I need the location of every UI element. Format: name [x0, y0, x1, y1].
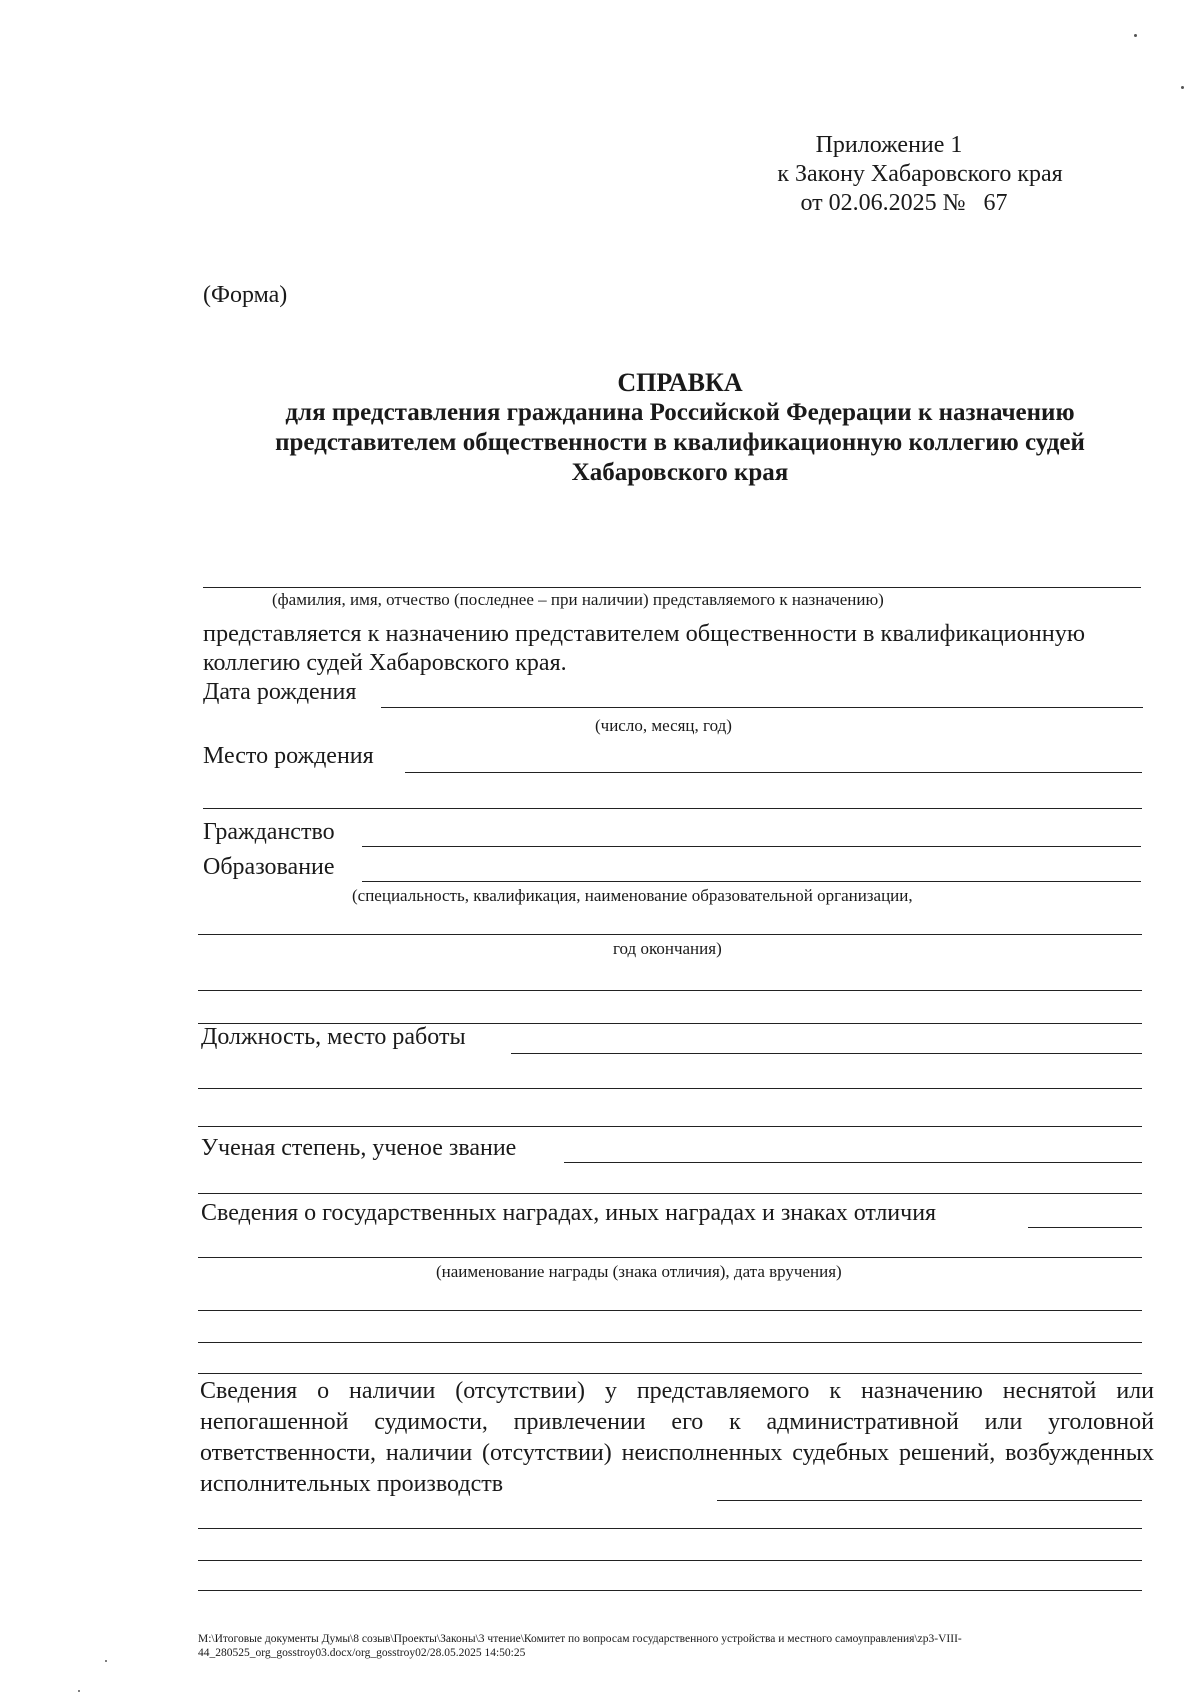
awards-input-line-4[interactable]	[198, 1342, 1142, 1343]
birth-date-input-line[interactable]	[381, 707, 1143, 708]
title-sub-2: представителем общественности в квалификационную коллегию судей	[275, 429, 1085, 456]
education-caption-1: (специальность, квалификация, наименование образовательной организации,	[352, 886, 913, 905]
education-caption-2: год окончания)	[613, 939, 722, 958]
awards-caption: (наименование награды (знака отличия), дата вручения)	[436, 1262, 842, 1281]
criminal-record-input-line-3[interactable]	[198, 1560, 1142, 1561]
position-input-line[interactable]	[511, 1053, 1142, 1054]
appendix-number: Приложение 1	[815, 132, 963, 158]
criminal-record-input-line[interactable]	[717, 1500, 1142, 1501]
appendix-header	[740, 131, 1100, 218]
file-path-footer	[198, 1632, 962, 1660]
awards-input-line-5[interactable]	[198, 1373, 1142, 1374]
degree-label: Ученая степень, ученое звание	[201, 1135, 517, 1161]
birth-date-caption: (число, месяц, год)	[595, 716, 732, 735]
citizenship-label: Гражданство	[203, 819, 335, 845]
scan-speck	[1181, 86, 1184, 89]
position-input-line-3[interactable]	[198, 1126, 1142, 1127]
education-input-line[interactable]	[362, 881, 1141, 882]
title-main: СПРАВКА	[617, 368, 743, 397]
position-input-line-2[interactable]	[198, 1088, 1142, 1089]
birth-place-input-line-2[interactable]	[203, 808, 1142, 809]
citizenship-input-line[interactable]	[362, 846, 1141, 847]
file-path-line-2: 44_280525_org_gosstroy03.docx/org_gosstroy02/28.05.2025 14:50:25	[198, 1647, 526, 1659]
scan-speck	[78, 1690, 80, 1692]
birth-date-label: Дата рождения	[203, 679, 357, 705]
form-label: (Форма)	[203, 282, 288, 308]
document-title	[150, 368, 1200, 488]
appendix-law-date: от 02.06.2025 № 67	[800, 190, 1008, 216]
criminal-record-text: Сведения о наличии (отсутствии) у представляемого к назначению неснятой или непогашенной судимости, привлечении его к административной или уголовной ответственности, наличии (отсутствии) неисполненных судебных решений, возбужденных исполнительных производств	[200, 1378, 1154, 1497]
awards-input-line[interactable]	[1028, 1227, 1142, 1228]
intro-text-line-1: представляется к назначению представителем общественности в квалификационную	[203, 620, 1086, 647]
title-sub-3: Хабаровского края	[571, 459, 789, 486]
scan-speck	[1134, 34, 1137, 37]
scan-speck	[105, 1660, 107, 1662]
fio-input-line[interactable]	[203, 587, 1141, 588]
criminal-record-input-line-2[interactable]	[198, 1528, 1142, 1529]
criminal-record-input-line-4[interactable]	[198, 1590, 1142, 1591]
awards-input-line-2[interactable]	[198, 1257, 1142, 1258]
title-sub-1: для представления гражданина Российской Федерации к назначению	[285, 399, 1075, 426]
intro-text-line-2: коллегию судей Хабаровского края.	[203, 650, 567, 676]
degree-input-line[interactable]	[564, 1162, 1142, 1163]
birth-place-label: Место рождения	[203, 743, 374, 769]
awards-label: Сведения о государственных наградах, иных наградах и знаках отличия	[201, 1200, 937, 1226]
education-input-line-2[interactable]	[198, 934, 1142, 935]
appendix-law-reference: к Закону Хабаровского края	[777, 161, 1063, 187]
position-label: Должность, место работы	[201, 1024, 466, 1050]
education-input-line-3[interactable]	[198, 990, 1142, 991]
file-path-line-1: М:\Итоговые документы Думы\8 созыв\Проекты\Законы\3 чтение\Комитет по вопросам государственного устройства и местного самоуправления\zp3-VIII-	[198, 1633, 962, 1645]
birth-place-input-line[interactable]	[405, 772, 1142, 773]
degree-input-line-2[interactable]	[198, 1193, 1142, 1194]
awards-input-line-3[interactable]	[198, 1310, 1142, 1311]
fio-caption: (фамилия, имя, отчество (последнее – при наличии) представляемого к назначению)	[272, 590, 884, 609]
education-label: Образование	[203, 854, 335, 880]
